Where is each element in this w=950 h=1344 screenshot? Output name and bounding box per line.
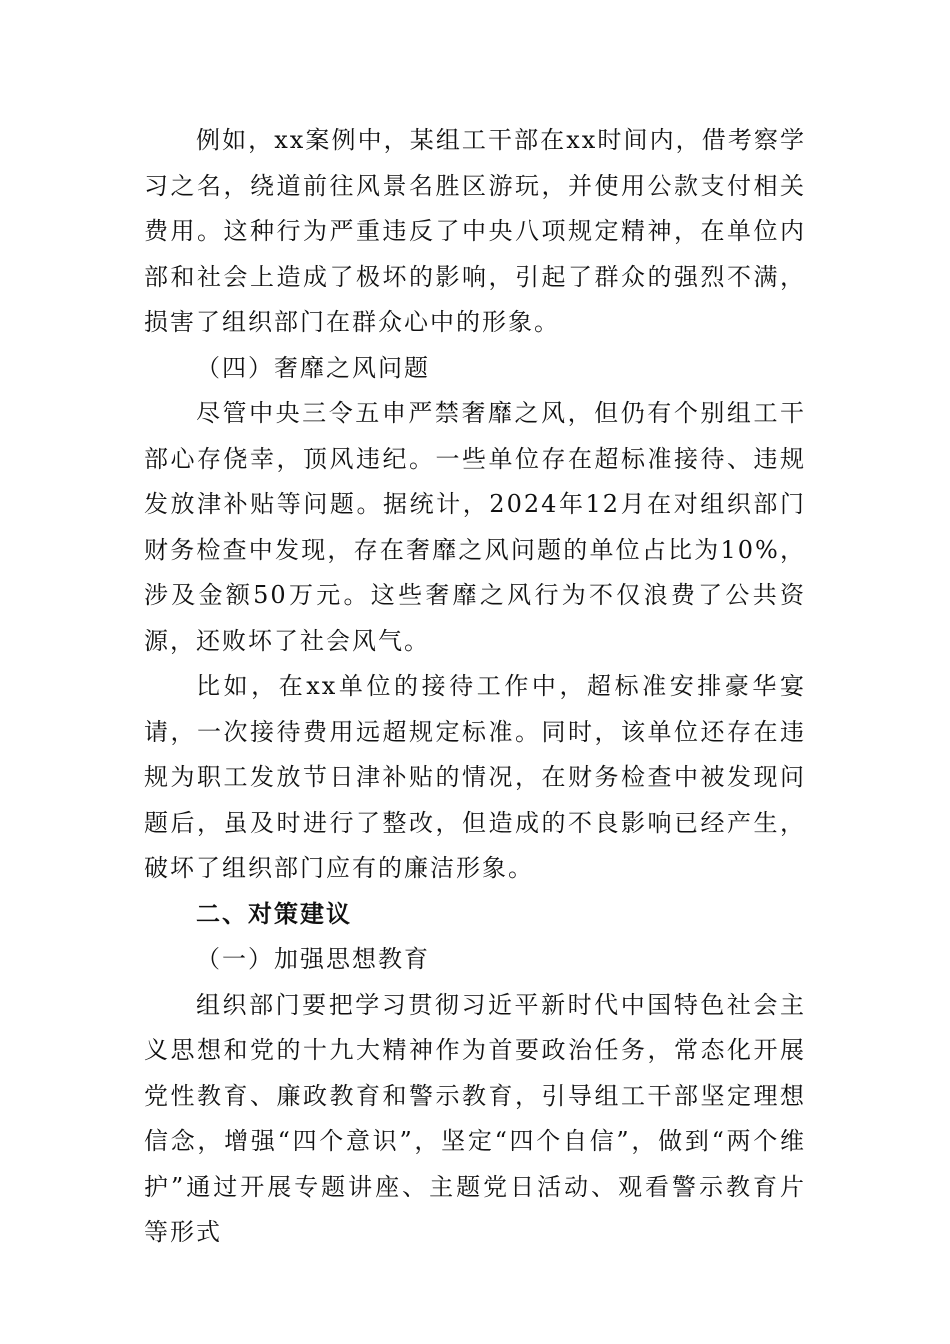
paragraph-education-measures: 组织部门要把学习贯彻习近平新时代中国特色社会主义思想和党的十九大精神作为首要政治任务，常态化开展党性教育、廉政教育和警示教育，引导组工干部坚定理想信念，增强“四个意识”，坚定“四个自信”，做到“两个维护”通过开展专题讲座、主题党日活动、观看警示教育片等形式	[144, 990, 806, 1246]
document-body	[144, 118, 806, 1256]
paragraph-case-example: 例如，xx案例中，某组工干部在xx时间内，借考察学习之名，绕道前往风景名胜区游玩，并使用公款支付相关费用。这种行为严重违反了中央八项规定精神，在单位内部和社会上造成了极坏的影响，引起了群众的强烈不满，损害了组织部门在群众心中的形象。	[144, 126, 806, 336]
subheading-ideological-education: （一）加强思想教育	[196, 945, 430, 973]
section-heading-countermeasures: 二、对策建议	[196, 899, 352, 928]
subheading-extravagance: （四）奢靡之风问题	[196, 353, 430, 382]
paragraph-reception-example: 比如，在xx单位的接待工作中，超标准安排豪华宴请，一次接待费用远超规定标准。同时，该单位还存在违规为职工发放节日津补贴的情况，在财务检查中被发现问题后，虽及时进行了整改，但造成的不良影响已经产生，破坏了组织部门应有的廉洁形象。	[144, 672, 806, 882]
paragraph-extravagance-stats: 尽管中央三令五申严禁奢靡之风，但仍有个别组工干部心存侥幸，顶风违纪。一些单位存在超标准接待、违规发放津补贴等问题。据统计，2024年12月在对组织部门财务检查中发现，存在奢靡之风问题的单位占比为10%，涉及金额50万元。这些奢靡之风行为不仅浪费了公共资源，还败坏了社会风气。	[144, 399, 806, 655]
